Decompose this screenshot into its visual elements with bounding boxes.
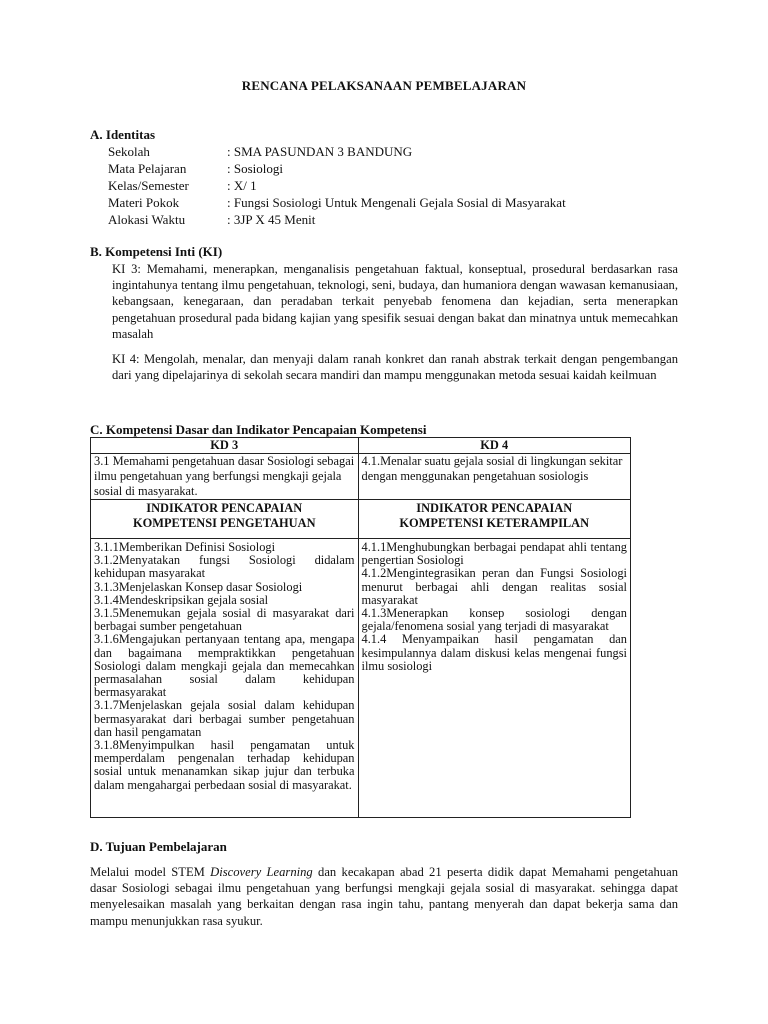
identity-label: Alokasi Waktu: [108, 212, 186, 227]
objective-text-after: dan kecakapan abad 21 peserta didik dapat Memahami pengetahuan dasar Sosiologi sebagai ilmu pengetahuan yang berfungsi mengkaji gejala sosial di masyarakat. sehingga dapat menyelesaikan masalah yang berkaitan dengan rasa ingin tahu, pantang menyerah dan dapat bekerja sama dan mampu menunjukkan rasa syukur.: [90, 865, 678, 928]
section-c-heading: C. Kompetensi Dasar dan Indikator Pencapaian Kompetensi: [90, 422, 427, 437]
kd3-text: 3.1 Memahami pengetahuan dasar Sosiologi sebagai ilmu pengetahuan yang berfungsi mengkaji gejala sosial di masyarakat.: [91, 454, 359, 500]
indicator-left-header-line1: INDIKATOR PENCAPAIAN: [146, 501, 303, 515]
competency-table: [90, 437, 631, 818]
identity-row-class: [108, 177, 257, 194]
list-item: 3.1.7Menjelaskan gejala sosial dalam kehidupan bermasyarakat dari berbagai sumber pengetahuan dan hasil pengamatan: [94, 698, 355, 739]
section-d-heading: D. Tujuan Pembelajaran: [90, 839, 227, 854]
indicator-left-list: [91, 539, 359, 818]
indicator-left-header: [91, 500, 359, 539]
list-item: 3.1.5Menemukan gejala sosial di masyarakat dari berbagai sumber pengetahuan: [94, 606, 355, 634]
table-row: [91, 500, 631, 539]
objective-paragraph: [90, 864, 678, 929]
indicator-right-list: [358, 539, 631, 818]
table-row: [91, 539, 631, 818]
table-row: [91, 454, 631, 500]
list-item: 3.1.2Menyatakan fungsi Sosiologi didalam kehidupan masyarakat: [94, 553, 355, 581]
identity-row-time: [108, 211, 315, 228]
identity-value: : 3JP X 45 Menit: [227, 212, 316, 227]
identity-label: Materi Pokok: [108, 195, 180, 210]
section-a-heading: A. Identitas: [90, 127, 156, 142]
kd4-text: 4.1.Menalar suatu gejala sosial di lingkungan sekitar dengan menggunakan pengetahuan sosiologis: [358, 454, 631, 500]
objective-text-before: Melalui model STEM: [90, 865, 211, 879]
section-b-heading: B. Kompetensi Inti (KI): [90, 244, 223, 259]
list-item: 4.1.4 Menyampaikan hasil pengamatan dan kesimpulannya dalam diskusi kelas mengenai fungsi ilmu sosiologi: [361, 632, 627, 673]
identity-row-topic: [108, 194, 566, 211]
identity-value: : Sosiologi: [227, 161, 283, 176]
indicator-left-header-line2: KOMPETENSI PENGETAHUAN: [132, 516, 316, 530]
list-item: 4.1.1Menghubungkan berbagai pendapat ahli tentang pengertian Sosiologi: [361, 540, 627, 568]
identity-label: Mata Pelajaran: [108, 161, 187, 176]
ki3-paragraph: KI 3: Memahami, menerapkan, menganalisis pengetahuan faktual, konseptual, prosedural berdasarkan rasa ingintahunya tentang ilmu pengetahuan, teknologi, seni, budaya, dan humaniora dengan wawasan kemanusiaan, kebangsaan, kenegaraan, dan peradaban terkait penyebab fenomena dan kejadian, serta menerapkan pengetahuan prosedural pada bidang kajian yang spesifik sesuai dengan bakat dan minatnya untuk memecahkan masalah: [112, 262, 678, 341]
identity-label: Kelas/Semester: [108, 178, 189, 193]
identity-value: : X/ 1: [227, 178, 257, 193]
list-item: 4.1.2Mengintegrasikan peran dan Fungsi Sosiologi menurut berbagai ahli dengan realitas sosial masyarakat: [361, 566, 627, 607]
kd4-header: KD 4: [358, 438, 631, 454]
table-header-row: [91, 438, 631, 454]
list-item: 3.1.3Menjelaskan Konsep dasar Sosiologi: [94, 579, 303, 594]
ki4-paragraph: KI 4: Mengolah, menalar, dan menyaji dalam ranah konkret dan ranah abstrak terkait dengan pengembangan dari yang dipelajarinya di sekolah secara mandiri dan mampu menggunakan metoda sesuai kaidah keilmuan: [112, 352, 678, 383]
identity-row-subject: [108, 160, 283, 177]
list-item: 4.1.3Menerapkan konsep sosiologi dengan gejala/fenomena sosial yang terjadi di masyarakat: [361, 606, 627, 634]
identity-value: : Fungsi Sosiologi Untuk Mengenali Gejala Sosial di Masyarakat: [227, 195, 566, 210]
list-item: 3.1.1Memberikan Definisi Sosiologi: [94, 540, 276, 554]
identity-row-school: [108, 143, 412, 160]
identity-value: : SMA PASUNDAN 3 BANDUNG: [227, 144, 413, 159]
indicator-right-header-line1: INDIKATOR PENCAPAIAN: [416, 501, 573, 515]
list-item: 3.1.6Mengajukan pertanyaan tentang apa, mengapa dan bagaimana mempraktikkan pengetahuan Sosiologi dalam mengkaji gejala dan memecahkan permasalahan sosial dalam kehidupan bermasyarakat: [94, 632, 355, 700]
indicator-right-header: [358, 500, 631, 539]
indicator-right-header-line2: KOMPETENSI KETERAMPILAN: [399, 516, 590, 530]
list-item: 3.1.8Menyimpulkan hasil pengamatan untuk memperdalam pengenalan terhadap kehidupan sosial untuk menanamkan sikap jujur dan terbuka dalam mengahargai perbedaan sosial di masyarakat.: [94, 738, 355, 792]
kd3-header: KD 3: [91, 438, 359, 454]
list-item: 3.1.4Mendeskripsikan gejala sosial: [94, 592, 269, 607]
identity-label: Sekolah: [108, 144, 150, 159]
objective-text-emphasis: Discovery Learning: [210, 865, 313, 879]
document-title: RENCANA PELAKSANAAN PEMBELAJARAN: [241, 78, 527, 93]
